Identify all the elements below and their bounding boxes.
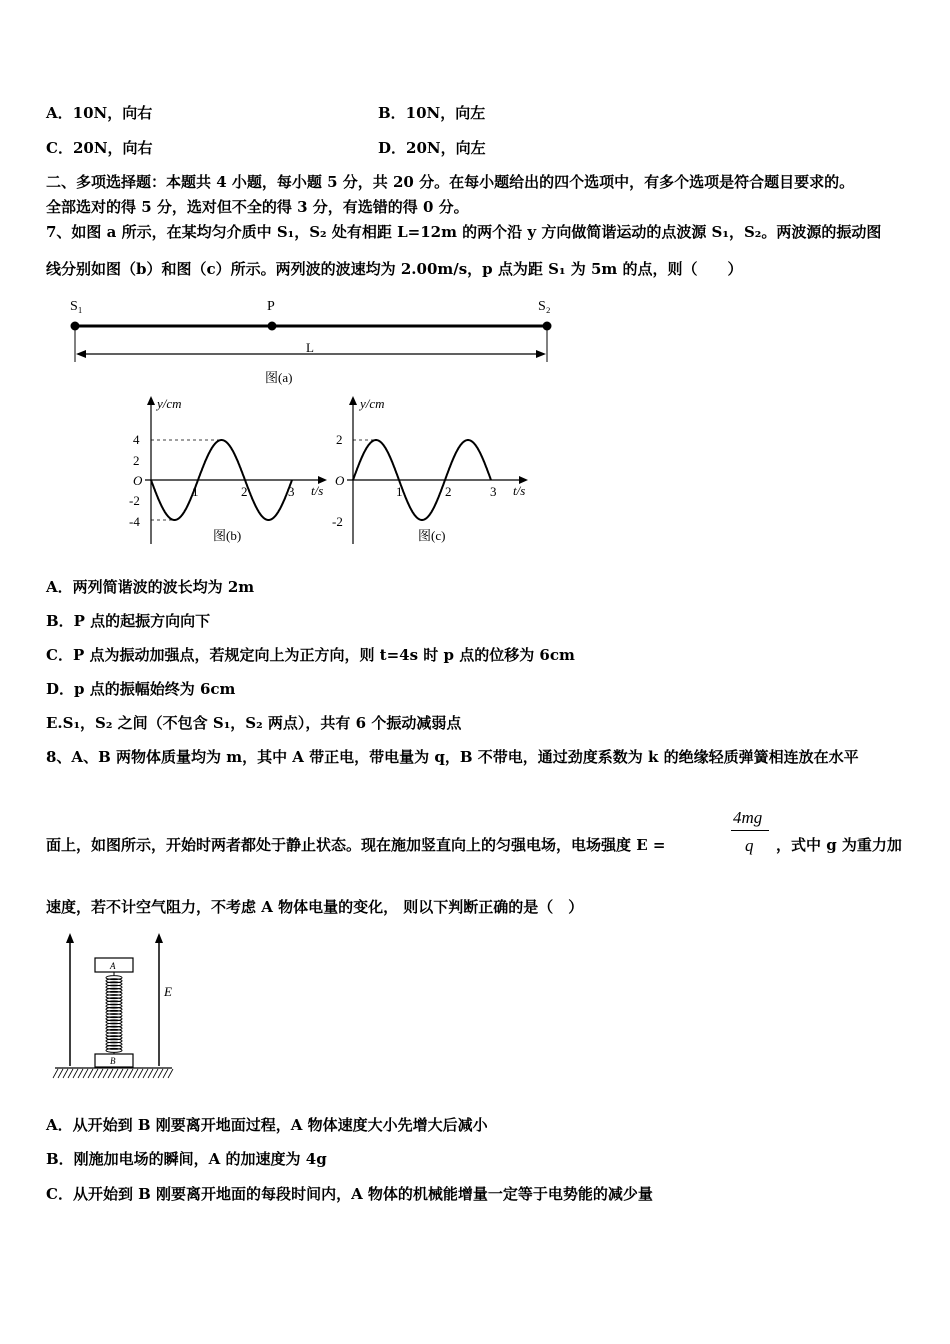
q8-stem-line1: 8、A、B 两物体质量均为 m，其中 A 带正电，带电量为 q，B 不带电，通过劲度系数为 k 的绝缘轻质弹簧相连放在水平 [46, 748, 859, 766]
q8-fraction-numerator: 4mg [733, 808, 763, 827]
option-d-prev: D．20N，向左 [378, 139, 486, 157]
fig-b-ytick-neg2: -2 [129, 493, 140, 508]
fig-c-xtick-1: 1 [396, 484, 403, 499]
q8-fraction-denominator: q [745, 836, 754, 855]
fig-c-xtick-3: 3 [490, 484, 497, 499]
block-a-label: A [110, 961, 116, 971]
q7-figure-a [60, 290, 570, 390]
fig-b-xtick-1: 1 [192, 484, 199, 499]
fig-a-length-label: L [306, 340, 314, 355]
fig-b-xtick-2: 2 [241, 484, 248, 499]
q8-stem-line3: 速度，若不计空气阻力，不考虑 A 物体电量的变化， 则以下判断正确的是（ ） [46, 898, 584, 916]
field-label-e: E [164, 984, 172, 999]
fig-b-caption: 图(b) [213, 528, 242, 543]
q7-option-b: B．P 点的起振方向向下 [46, 612, 211, 630]
fig-a-s1-label: S₁ [70, 299, 83, 314]
q8-option-b: B．刚施加电场的瞬间，A 的加速度为 4g [46, 1150, 327, 1168]
fig-b-ytick-2: 2 [133, 453, 140, 468]
option-c-prev: C．20N，向右 [46, 139, 153, 157]
q7-stem-line2: 线分别如图（b）和图（c）所示。两列波的波速均为 2.00m/s，p 点为距 S₁ 为 5m 的点，则（ ） [46, 260, 743, 278]
spring [106, 972, 122, 1054]
fig-b-xtick-3: 3 [288, 484, 295, 499]
fig-b-ylabel: y/cm [157, 396, 182, 411]
fig-b-ytick-neg4: -4 [129, 514, 140, 529]
section-header-line2: 全部选对的得 5 分，选对但不全的得 3 分，有选错的得 0 分。 [46, 198, 469, 216]
option-b-prev: B．10N，向左 [378, 104, 486, 122]
fig-a-p-point [268, 322, 277, 331]
q8-stem-line2b: ，式中 g 为重力加 [776, 836, 902, 854]
fig-b-xlabel: t/s [311, 483, 324, 498]
q8-fraction-bar [731, 830, 769, 831]
q7-figure-b [125, 392, 335, 552]
block-b-label: B [110, 1056, 116, 1066]
fig-c-ylabel: y/cm [360, 396, 385, 411]
option-a-prev: A．10N，向右 [46, 104, 153, 122]
q7-figure-c [330, 392, 540, 552]
fig-a-p-label: P [267, 299, 275, 314]
fig-a-s2-point [543, 322, 552, 331]
fig-c-ytick-neg2: -2 [332, 514, 343, 529]
section-header-line1: 二、多项选择题：本题共 4 小题，每小题 5 分，共 20 分。在每小题给出的四个选项中，有多个选项是符合题目要求的。 [46, 173, 855, 191]
q7-option-e: E.S₁，S₂ 之间（不包含 S₁，S₂ 两点），共有 6 个振动减弱点 [46, 714, 462, 732]
fig-b-ytick-4: 4 [133, 432, 140, 447]
q8-figure [50, 928, 190, 1088]
q7-option-c: C．P 点为振动加强点，若规定向上为正方向，则 t=4s 时 p 点的位移为 6cm [46, 646, 575, 664]
q7-option-d: D．p 点的振幅始终为 6cm [46, 680, 236, 698]
q8-stem-line2a: 面上，如图所示，开始时两者都处于静止状态。现在施加竖直向上的匀强电场，电场强度 E = [46, 836, 666, 854]
fig-c-xlabel: t/s [513, 483, 526, 498]
fig-c-caption: 图(c) [418, 528, 446, 543]
q7-option-a: A．两列简谐波的波长均为 2m [46, 578, 255, 596]
q7-stem-line1: 7、如图 a 所示，在某均匀介质中 S₁，S₂ 处有相距 L=12m 的两个沿 y 方向做简谐运动的点波源 S₁，S₂。两波源的振动图 [46, 223, 882, 241]
fig-a-s1-point [71, 322, 80, 331]
fig-c-ytick-2: 2 [336, 432, 343, 447]
fig-a-caption: 图(a) [265, 370, 293, 385]
fig-a-s2-label: S₂ [538, 299, 551, 314]
fig-c-origin: O [335, 473, 345, 488]
q8-option-a: A．从开始到 B 刚要离开地面过程，A 物体速度大小先增大后减小 [46, 1116, 488, 1134]
fig-b-origin: O [133, 473, 143, 488]
fig-c-xtick-2: 2 [445, 484, 452, 499]
q8-option-c: C．从开始到 B 刚要离开地面的每段时间内，A 物体的机械能增量一定等于电势能的减少量 [46, 1185, 653, 1203]
